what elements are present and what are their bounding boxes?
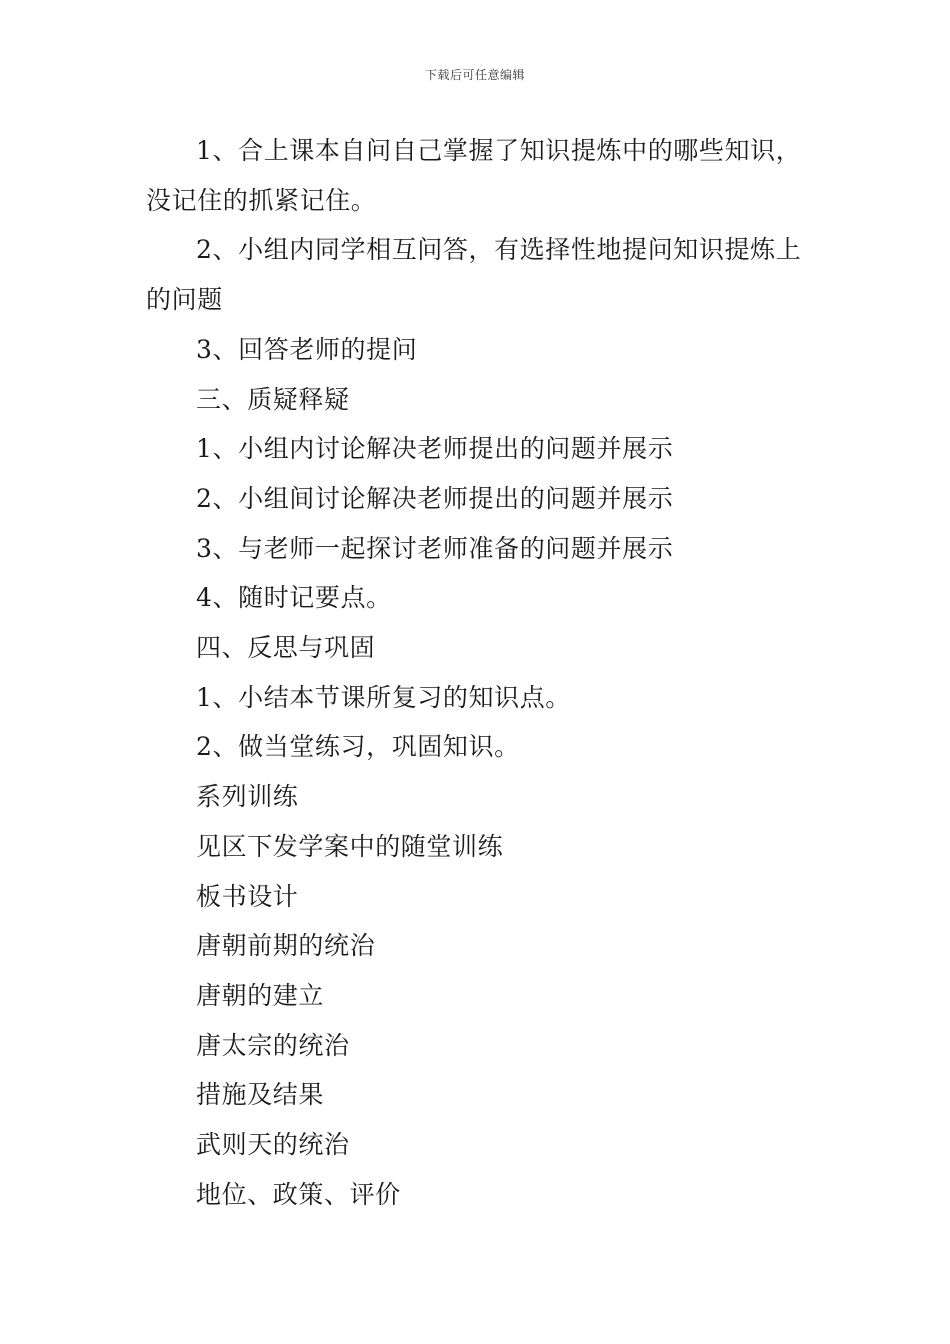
outline-item-4: 措施及结果 — [196, 1080, 325, 1110]
paragraph-6: 3、与老师一起探讨老师准备的问题并展示 — [196, 533, 674, 563]
paragraph-8: 1、小结本节课所复习的知识点。 — [196, 682, 571, 712]
document-body — [146, 126, 808, 1219]
outline-item-6: 地位、政策、评价 — [196, 1179, 401, 1209]
heading-training: 系列训练 — [196, 782, 299, 812]
paragraph-9: 2、做当堂练习，巩固知识。 — [196, 732, 520, 762]
heading-board-design: 板书设计 — [196, 881, 299, 911]
paragraph-4: 1、小组内讨论解决老师提出的问题并展示 — [196, 434, 674, 464]
section-heading-3: 三、质疑释疑 — [196, 384, 350, 414]
outline-item-3: 唐太宗的统治 — [196, 1030, 350, 1060]
paragraph-3: 3、回答老师的提问 — [196, 334, 418, 364]
page-header: 下载后可任意编辑 — [424, 68, 525, 82]
paragraph-7: 4、随时记要点。 — [196, 583, 392, 613]
paragraph-5: 2、小组间讨论解决老师提出的问题并展示 — [196, 483, 674, 513]
paragraph-2: 2、小组内同学相互问答，有选择性地提问知识提炼上的问题 — [146, 235, 802, 315]
paragraph-10: 见区下发学案中的随堂训练 — [196, 831, 504, 861]
paragraph-1: 1、合上课本自问自己掌握了知识提炼中的哪些知识，没记住的抓紧记住。 — [146, 136, 802, 215]
outline-item-5: 武则天的统治 — [196, 1130, 350, 1160]
outline-item-1: 唐朝前期的统治 — [196, 931, 376, 961]
outline-item-2: 唐朝的建立 — [196, 980, 325, 1010]
section-heading-4: 四、反思与巩固 — [196, 633, 376, 663]
